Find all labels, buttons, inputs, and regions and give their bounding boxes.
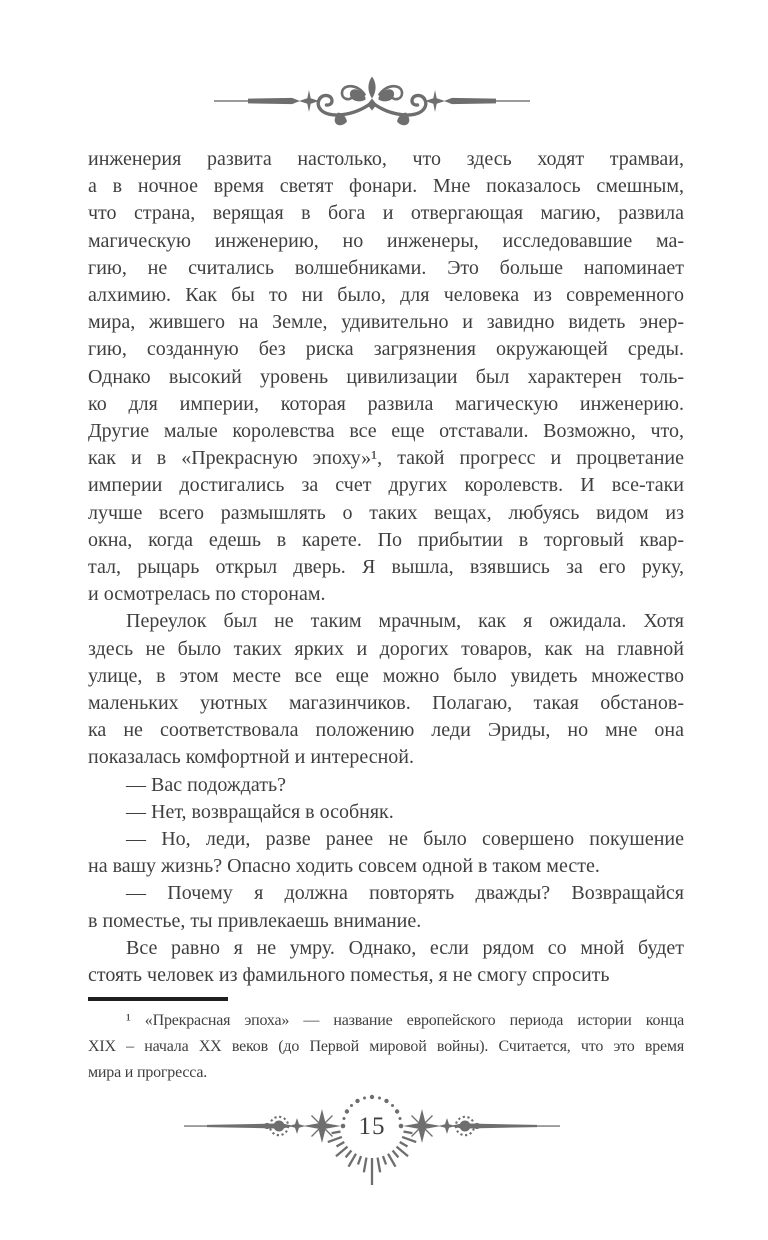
text-line: — Вас подождать?	[126, 773, 286, 796]
text-line: показалась комфортной и интересной.	[88, 746, 415, 769]
footnote-line: ¹ «Прекрасная эпоха» — название европейского периода истории конца	[126, 1011, 684, 1029]
text-line: лучше всего размышлять о таких вещах, любуясь видом из	[88, 501, 684, 524]
text-line: на вашу жизнь? Опасно ходить совсем одной в таком месте.	[88, 855, 600, 878]
body-text	[88, 146, 684, 989]
text-line: в поместье, ты привлекаешь внимание.	[88, 909, 422, 932]
text-line: ко для империи, которая развила магическую инженерию.	[88, 392, 684, 415]
text-line: инженерия развита настолько, что здесь ходят трамваи,	[88, 148, 684, 170]
header-flourish-ornament-icon	[212, 71, 532, 135]
text-line: гию, созданную без риска загрязнения окружающей среды.	[88, 338, 684, 361]
text-line: гию, не считались волшебниками. Это больше напоминает	[88, 256, 684, 279]
text-line: стоять человек из фамильного поместья, я не смогу спросить	[88, 964, 610, 987]
text-line: Однако высокий уровень цивилизации был характерен толь-	[88, 365, 684, 388]
text-line: здесь не было таких ярких и дорогих товаров, как на главной	[88, 637, 684, 660]
text-line: Переулок был не таким мрачным, как я ожидала. Хотя	[126, 610, 684, 633]
footnote-line: мира и прогресса.	[88, 1063, 208, 1081]
text-line: и осмотрелась по сторонам.	[88, 583, 326, 606]
text-line: Все равно я не умру. Однако, если рядом со мной будет	[126, 936, 684, 959]
text-line: как и в «Прекрасную эпоху»¹, такой прогресс и процветание	[88, 447, 684, 470]
text-line: Другие малые королевства все еще отставали. Возможно, что,	[88, 420, 684, 443]
text-line: ка не соответствовала положению леди Эриды, но мне она	[88, 719, 684, 742]
text-line: мира, жившего на Земле, удивительно и завидно видеть энер-	[88, 311, 684, 334]
footer-sunburst-ornament-icon	[182, 1080, 562, 1190]
text-line: магическую инженерию, но инженеры, исследовавшие ма-	[88, 229, 684, 252]
text-line: — Почему я должна повторять дважды? Возвращайся	[126, 882, 684, 905]
text-line: маленьких уютных магазинчиков. Полагаю, такая обстанов-	[88, 692, 684, 715]
text-line: а в ночное время светят фонари. Мне показалось смешным,	[88, 175, 684, 198]
text-line: что страна, верящая в бога и отвергающая магию, развила	[88, 202, 684, 225]
footnote-text	[88, 1008, 684, 1086]
text-line: — Нет, возвращайся в особняк.	[126, 800, 394, 823]
footnote-section	[88, 997, 684, 1086]
text-line: окна, когда едешь в карете. По прибытии в торговый квар-	[88, 528, 684, 551]
footnote-separator-rule	[88, 997, 228, 1001]
page-number: 15	[358, 1113, 386, 1140]
text-line: тал, рыцарь открыл дверь. Я вышла, взявшись за его руку,	[88, 556, 684, 579]
text-line: алхимию. Как бы то ни было, для человека из современного	[88, 284, 684, 307]
text-line: улице, в этом месте все еще можно было увидеть множество	[88, 664, 684, 687]
footnote-line: XIX – начала XX веков (до Первой мировой войны). Считается, что это время	[88, 1037, 684, 1055]
text-line: империи достигались за счет других королевств. И все-таки	[88, 474, 684, 497]
text-line: — Но, леди, разве ранее не было совершено покушение	[126, 828, 684, 851]
